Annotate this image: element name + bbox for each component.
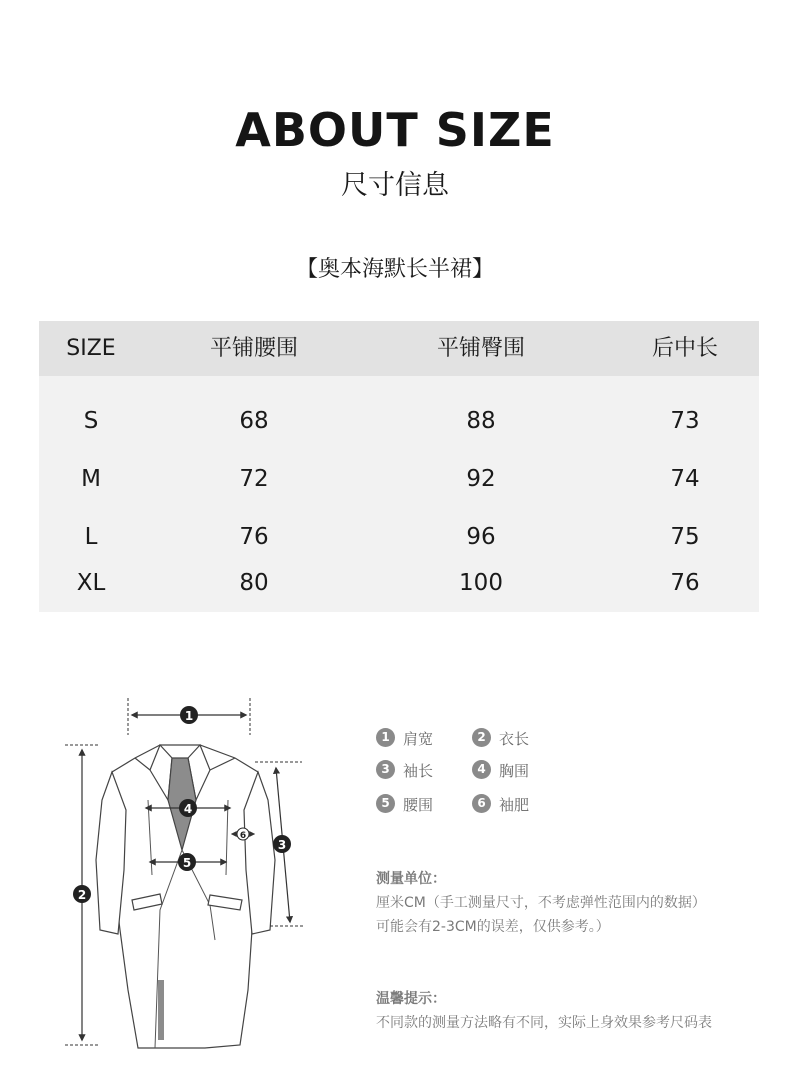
tip-heading: 温馨提示： bbox=[376, 991, 446, 1007]
unit-heading: 测量单位： bbox=[376, 871, 446, 887]
legend-item bbox=[472, 728, 529, 750]
svg-text:4: 4 bbox=[183, 802, 193, 816]
legend-item bbox=[376, 760, 433, 782]
legend-label: 袖长 bbox=[403, 762, 434, 780]
product-name: 【奥本海默长半裙】 bbox=[295, 257, 494, 282]
size-cell: M bbox=[81, 466, 101, 492]
header-waist: 平铺腰围 bbox=[209, 336, 298, 361]
legend-number-icon: 4 bbox=[472, 760, 491, 779]
waist-cell: 72 bbox=[239, 466, 269, 492]
hip-cell: 88 bbox=[466, 408, 496, 434]
unit-line-1: 厘米CM（手工测量尺寸，不考虑弹性范围内的数据） bbox=[376, 895, 706, 911]
legend-label: 肩宽 bbox=[403, 730, 434, 748]
marker-1 bbox=[180, 706, 198, 724]
size-cell: S bbox=[83, 408, 99, 434]
page-title: ABOUT SIZE bbox=[235, 103, 555, 157]
legend-number-icon: 3 bbox=[376, 760, 395, 779]
header-size: SIZE bbox=[66, 336, 116, 361]
marker-5 bbox=[178, 853, 196, 871]
legend-number-icon: 1 bbox=[376, 728, 395, 747]
size-table-header bbox=[39, 321, 759, 376]
legend-label: 袖肥 bbox=[499, 796, 530, 814]
hip-cell: 92 bbox=[466, 466, 496, 492]
size-cell: L bbox=[84, 524, 98, 550]
legend-label: 腰围 bbox=[403, 796, 434, 814]
marker-3 bbox=[273, 835, 291, 853]
length-cell: 75 bbox=[670, 524, 700, 550]
hip-cell: 96 bbox=[466, 524, 496, 550]
svg-text:2: 2 bbox=[77, 888, 87, 902]
legend-item bbox=[376, 794, 433, 816]
unit-line-2: 可能会有2-3CM的误差，仅供参考。） bbox=[376, 919, 610, 935]
legend-item bbox=[376, 728, 433, 750]
marker-4 bbox=[179, 799, 197, 817]
table-row bbox=[39, 462, 759, 496]
header-hip: 平铺臀围 bbox=[436, 336, 525, 361]
waist-cell: 76 bbox=[239, 524, 269, 550]
svg-text:3: 3 bbox=[277, 838, 287, 852]
marker-2 bbox=[73, 885, 91, 903]
length-cell: 74 bbox=[670, 466, 700, 492]
measurement-legend bbox=[376, 728, 776, 828]
length-cell: 76 bbox=[670, 570, 700, 596]
legend-item bbox=[472, 794, 529, 816]
length-cell: 73 bbox=[670, 408, 700, 434]
legend-number-icon: 2 bbox=[472, 728, 491, 747]
garment-diagram bbox=[0, 690, 320, 1070]
tip-line-1: 不同款的测量方法略有不同，实际上身效果参考尺码表 bbox=[376, 1015, 712, 1031]
svg-text:6: 6 bbox=[239, 831, 247, 841]
table-row bbox=[39, 520, 759, 554]
waist-cell: 68 bbox=[239, 408, 269, 434]
legend-label: 胸围 bbox=[499, 762, 530, 780]
legend-label: 衣长 bbox=[499, 730, 530, 748]
svg-text:1: 1 bbox=[184, 709, 194, 723]
waist-cell: 80 bbox=[239, 570, 269, 596]
legend-number-icon: 6 bbox=[472, 794, 491, 813]
legend-item bbox=[472, 760, 529, 782]
hip-cell: 100 bbox=[459, 570, 503, 596]
size-cell: XL bbox=[76, 570, 106, 596]
size-table bbox=[39, 321, 759, 612]
table-row bbox=[39, 404, 759, 438]
header-back-length: 后中长 bbox=[651, 336, 718, 361]
legend-number-icon: 5 bbox=[376, 794, 395, 813]
svg-text:5: 5 bbox=[182, 856, 192, 870]
table-row bbox=[39, 566, 759, 600]
page-subtitle: 尺寸信息 bbox=[341, 170, 449, 201]
coat-slit-shadow bbox=[158, 980, 164, 1040]
